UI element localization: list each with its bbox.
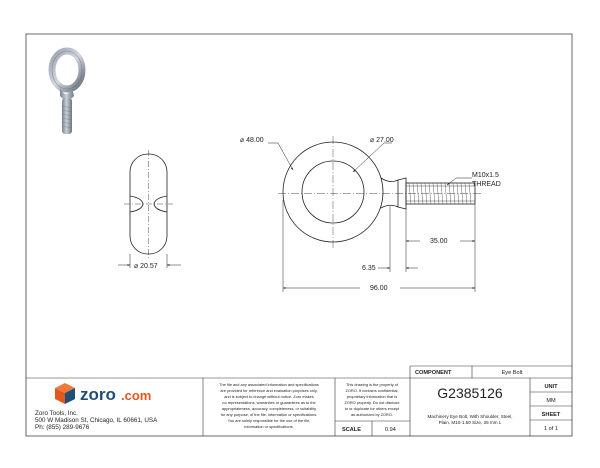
front-view xyxy=(278,136,482,248)
thread-spec-line2: THREAD xyxy=(472,181,501,188)
disclaimer-line: You are solely responsible for the use of the file, xyxy=(227,418,311,423)
component-label: COMPONENT xyxy=(415,370,452,376)
part-number: G2385126 xyxy=(437,385,503,401)
confidential-line: as authorized by ZORO. xyxy=(351,412,393,417)
dim-side-thickness: ⌀ 20.57 xyxy=(134,263,158,270)
confidentiality-block xyxy=(344,382,400,417)
company-address: 500 W Madison St, Chicago, IL 60661, USA xyxy=(35,417,158,424)
disclaimer-line: and is subject to change without notice. Zoro makes xyxy=(224,394,314,399)
dia-leaders xyxy=(268,143,472,185)
company-phone: Ph: (855) 289-9676 xyxy=(35,424,90,431)
disclaimer-line: appropriateness, accuracy, completeness, or suitability xyxy=(221,406,317,411)
unit-value: MM xyxy=(546,398,556,404)
confidential-line: This drawing is the property of xyxy=(345,382,399,387)
disclaimer-line: are provided for reference and evaluation purposes only, xyxy=(220,388,318,393)
eye-bolt-3d-thumbnail xyxy=(52,51,82,134)
dim-thread-length: 35.00 xyxy=(430,238,448,245)
confidential-line: proprietary information that is xyxy=(346,394,398,399)
disclaimer-block xyxy=(219,382,319,429)
zoro-logo xyxy=(55,383,151,404)
description-line: Plain, M10-1.50 Size, 35 mm L xyxy=(438,420,502,425)
dim-eye-outer-dia: ⌀ 48.00 xyxy=(240,137,264,144)
dim-eye-inner-dia: ⌀ 27.00 xyxy=(370,137,394,144)
disclaimer-line: The file and any associated information and specifications xyxy=(219,382,319,387)
sheet-value: 1 of 1 xyxy=(544,426,558,432)
logo-word: zoro xyxy=(80,385,116,404)
linear-dimensions xyxy=(283,200,475,292)
sheet-label: SHEET xyxy=(541,412,561,418)
disclaimer-line: information or specifications. xyxy=(244,424,294,429)
side-view xyxy=(118,150,181,268)
disclaimer-line: no representations, warranties or guarantees as to the xyxy=(222,400,316,405)
confidential-line: to or duplicate for others except xyxy=(344,406,400,411)
logo-suffix: .com xyxy=(121,388,152,403)
thread-spec-line1: M10x1.5 xyxy=(472,172,499,179)
description-line: Machinery Eye Bolt, With Shoulder, Steel, xyxy=(427,414,513,419)
scale-value: 0.94 xyxy=(385,427,396,433)
confidential-line: ZORO. It contains confidential, xyxy=(345,388,399,393)
scale-label: SCALE xyxy=(342,427,361,433)
confidential-line: ZORO property. Do not disclose xyxy=(344,400,400,405)
dim-shoulder: 6.35 xyxy=(362,265,376,272)
zoro-cube-icon xyxy=(55,383,75,404)
unit-label: UNIT xyxy=(544,384,558,390)
component-value: Eye Bolt xyxy=(501,370,523,376)
dim-overall-length: 96.00 xyxy=(370,285,388,292)
disclaimer-line: for any purpose, of the file, information or specifications. xyxy=(220,412,318,417)
company-name: Zoro Tools, Inc. xyxy=(35,410,78,417)
sheet-border xyxy=(26,34,572,436)
